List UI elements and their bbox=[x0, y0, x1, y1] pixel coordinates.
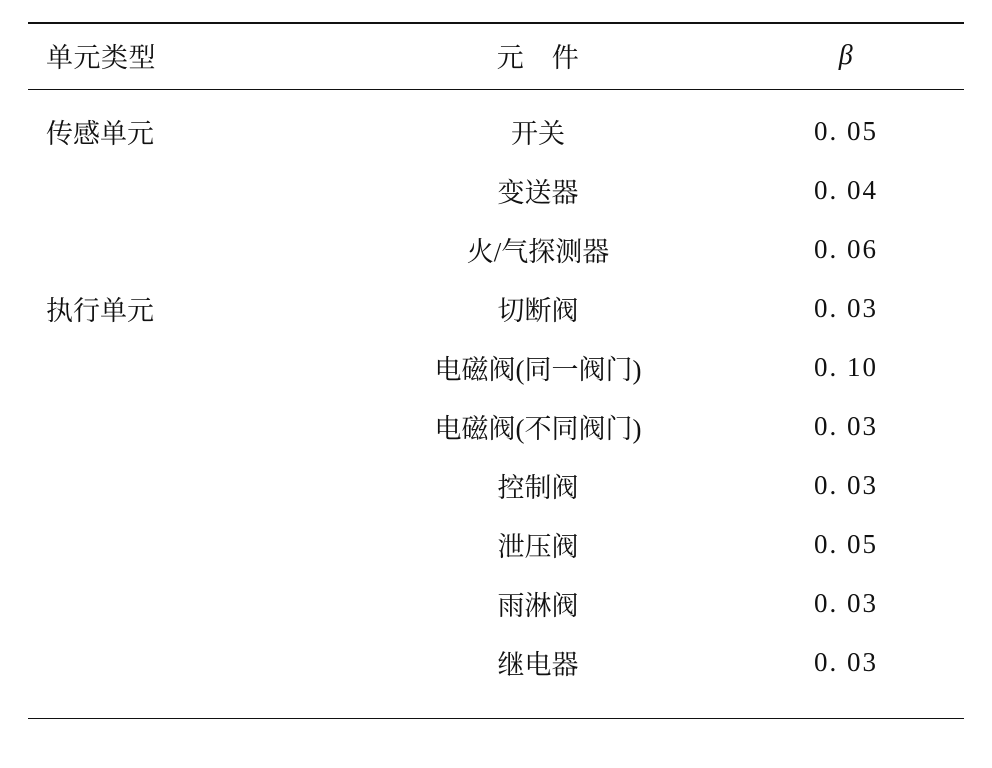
cell-unit-type bbox=[28, 574, 328, 633]
cell-component: 雨淋阀 bbox=[497, 591, 579, 621]
cell-unit-type bbox=[28, 456, 328, 515]
table-row bbox=[28, 90, 964, 162]
table-row bbox=[28, 574, 964, 633]
cell-unit-type: 传感单元 bbox=[46, 119, 154, 149]
cell-component: 电磁阀(不同阀门) bbox=[434, 414, 642, 444]
table-row bbox=[28, 220, 964, 279]
cell-unit-type bbox=[28, 397, 328, 456]
cell-beta: 0. 10 bbox=[814, 352, 878, 382]
table-row bbox=[28, 456, 964, 515]
spacer-cell bbox=[718, 692, 964, 719]
header-row bbox=[28, 23, 964, 90]
cell-beta: 0. 03 bbox=[814, 293, 878, 323]
cell-component: 控制阀 bbox=[497, 473, 579, 503]
cell-beta: 0. 05 bbox=[814, 529, 878, 559]
cell-unit-type bbox=[28, 161, 328, 220]
bottom-rule-cell bbox=[718, 719, 964, 720]
spacer-cell bbox=[28, 692, 328, 719]
cell-beta: 0. 05 bbox=[814, 116, 878, 146]
bottom-rule-row bbox=[28, 719, 964, 720]
cell-unit-type bbox=[28, 633, 328, 692]
cell-beta: 0. 06 bbox=[814, 234, 878, 264]
cell-unit-type: 执行单元 bbox=[46, 296, 154, 326]
cell-component: 泄压阀 bbox=[497, 532, 579, 562]
table-body bbox=[28, 90, 964, 719]
table-footer-rule bbox=[28, 719, 964, 720]
cell-component: 电磁阀(同一阀门) bbox=[434, 355, 642, 385]
cell-beta: 0. 03 bbox=[814, 470, 878, 500]
cell-component: 继电器 bbox=[497, 650, 579, 680]
bottom-rule-cell bbox=[328, 719, 718, 720]
cell-unit-type bbox=[28, 515, 328, 574]
table-row bbox=[28, 397, 964, 456]
cell-component: 开关 bbox=[511, 119, 565, 149]
table-row bbox=[28, 161, 964, 220]
bottom-rule-cell bbox=[28, 719, 328, 720]
cell-component: 火/气探测器 bbox=[466, 237, 610, 267]
column-header-component: 元 件 bbox=[328, 23, 718, 90]
cell-unit-type bbox=[28, 338, 328, 397]
column-header-unit-type: 单元类型 bbox=[28, 23, 328, 90]
table-bottom-spacer bbox=[28, 692, 964, 719]
table-row bbox=[28, 633, 964, 692]
beta-factor-table bbox=[28, 22, 964, 719]
cell-component: 切断阀 bbox=[497, 296, 579, 326]
cell-unit-type bbox=[28, 220, 328, 279]
table-row bbox=[28, 279, 964, 338]
cell-beta: 0. 03 bbox=[814, 411, 878, 441]
cell-beta: 0. 03 bbox=[814, 588, 878, 618]
table-row bbox=[28, 515, 964, 574]
table-row bbox=[28, 338, 964, 397]
cell-beta: 0. 03 bbox=[814, 647, 878, 677]
cell-component: 变送器 bbox=[497, 178, 579, 208]
table-header bbox=[28, 23, 964, 90]
cell-beta: 0. 04 bbox=[814, 175, 878, 205]
column-header-beta: β bbox=[718, 23, 964, 90]
spacer-cell bbox=[328, 692, 718, 719]
